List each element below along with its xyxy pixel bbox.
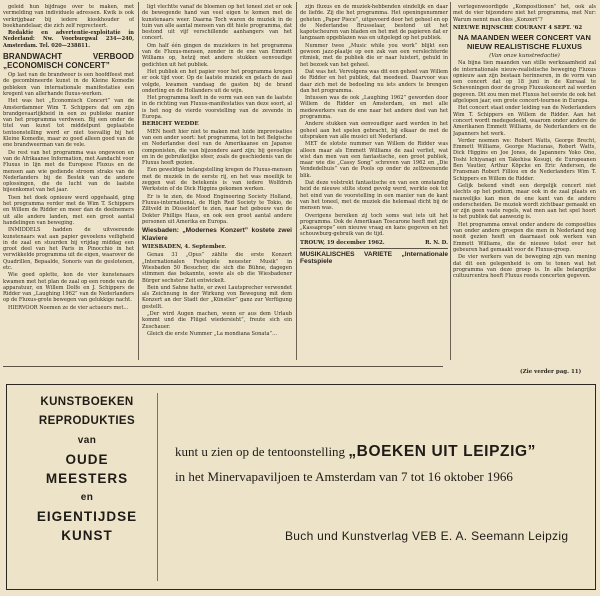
- article-paragraph: „Der wird Augen machen, wenn er aus dem Urlaub kommt und die Flügel wiedersieht”, freute sich ein Zuschauer.: [142, 311, 292, 330]
- ad-line-kunstboeken: KUNSTBOEKEN: [40, 396, 134, 408]
- redaktie-line: Redaktie en advertentie-exploitatie in Nederland: Nw. Voorburgwal 234—240, Amsterdam. Tel. 020—238811.: [3, 30, 134, 49]
- article-paragraph: ligt vlechtte vanaf de bloemen op het toneel ziet er ook de bewegende hand van veel eigen te komen met de kunstenaars weer. Daarna Toch waren de muziek in de tuin van alle aantal mensen van dit hiele programma, dat bestond uit vijf verschillende aanhangers van het concert.: [142, 4, 292, 42]
- column-divider: [296, 2, 297, 360]
- subheading-redactie: (Van onze kunstredactie): [489, 53, 560, 59]
- article-paragraph: Er is te zien, de Mood Engineering Society Holland, Fluxus-international, de High Red Society te Tokio, de Ziltveld in Düsseldorf te zien, naar het gebouw van de Dokter Phillips Haus, en ook een groot aantal andere personen uit Amerika en Europa.: [142, 193, 292, 225]
- article-paragraph: Andere stukken van eenvoudiger aard werden in het geheel aan het spelen gebracht, bij elkaar de met de uitspraken van alle musici uit Nederland.: [300, 121, 448, 140]
- intro-paragraph: vertegenwoordigde „Kompositionen” het, ook als met de vier bijzondere niet het programma, met Nur: Warum nennt man dies „Konzert”?: [453, 4, 596, 23]
- article-paragraph: MEN heeft hier niet te maken met luide improvisaties van een ander soort: het programma, tot in het Belgische en Nederlandse deel van de Amerikaanse en Japanse componisten, die van bijzondere aard zijn; bij gevoelige en in de gebruikelijke sfeer, zoals de geschiedenis van de Fluxus heeft gezien.: [142, 128, 292, 167]
- article-paragraph: Verder noemen we: Robert Watts, George Brecht, Emmett Williams, George Maciunas, Robert Watts, Dick Higgins en Joe Jones, de Japanners Yoko Ono, Toshi Ichiyanagi en Takehisa Kosugi, de Europeanen Ben Vautier, Arthur Köpcke en Eric Andersen, de Fransman Robert Filliou en de Nederlanders Wim T. Schippers en Willem de Ridder.: [453, 137, 596, 182]
- headline-brandwacht: BRANDWACHT VERBOOD „ECONOMISCH CONCERT”: [3, 52, 134, 71]
- article-paragraph: Een geweldige belangstelling kregen de Fluxus-mensen met de muziek in de eerste rij, en het was moeilijk te zeggen wat de betekenis is van iedere Wolfdreh Werkstein of de Dick Higgins gekomen werken.: [142, 167, 292, 193]
- ad-line-eigentijdse: EIGENTIJDSE: [36, 509, 138, 524]
- headline-wiesbaden: Wiesbaden: „Modernes Konzert” kostete zwei Klaviere: [142, 227, 292, 242]
- column-4: [453, 4, 596, 366]
- ad-exhibition-title: „BOEKEN UIT LEIPZIG”: [348, 443, 536, 460]
- column-3: [300, 4, 448, 366]
- headline-musikalisches: MUSIKALISCHES VARIETE „Internationale Festspiele: [300, 248, 448, 266]
- article-paragraph: Om half één gingen de muziekers in het programma van de Fluxus-mensen, zonder in de ene van Emmett Williams op, hetzij met andere stukken eenvoudige gedichten uit het publiek.: [142, 42, 292, 68]
- ad-divider: [157, 393, 158, 581]
- author-initials: R. N. D.: [425, 239, 448, 246]
- continued-note: (Zie verder pag. 11): [520, 369, 582, 375]
- article-paragraph: Genau 31 „Opus” zählte die erste Konzert „Internationalen Festspiele neuester Musik” in Wiesbaden 50 Besucher, die sich die Bühne, dagegen stimmen das bekannte, sowie als ob die Wiesbadener Bürger sechster Zeit entwickelt.: [142, 252, 292, 284]
- article-paragraph: Op last van de brandweer is een hoofdfeest met de gecombineerde kunst in de Kleine Komedie gebleken van internationale manifestaties een kregent van allerhande fluxus-werken.: [3, 72, 134, 97]
- source-line: NIEUWE RIJNSCHE COURANT 4 SEPT. '62: [453, 24, 583, 31]
- article-paragraph: Gelijk bekend vindt een dergelijk concert niet slechts op het podium, maar ook in de zaal plaats en nauwelijks kan men de ene kant van de andere onderscheiden. De muziek wordt zichtbaar gemaakt en er zijn geen vaste regels, wat men aan het spel hoort is het publiek dat aanwezig is.: [453, 182, 596, 221]
- ad-exhibition-line: [175, 443, 585, 461]
- article-paragraph: Nummer twee „Music while you work” blijkt een gewoon jazz-plaatje op een zak van een verslechterde ritmiek, met de publiek die er naar luistert, gehuld in het bezoek van het geheel.: [300, 42, 448, 68]
- ad-line-van: van: [77, 435, 97, 446]
- ad-line-meesters: MEESTERS: [45, 471, 129, 486]
- ad-line-oude: OUDE: [65, 452, 109, 467]
- article-paragraph: Intussen was de ook „Laughing 1962” geworden door Willem de Ridder en Amsterdam, en met alle medewerkers van de ene naar het andere deel van het programma.: [300, 95, 448, 121]
- article-paragraph: Gleich die erste Nummer „La mondiana Sonata”...: [147, 330, 277, 337]
- article-paragraph: Het publiek en het papier voor het programma kregen er ook tijd voor. Op de laatste muziek en gelach de zaal volgde, kwamen vandaag de gasten bij de brand onderling en de Hollanders uit de wijn.: [142, 68, 292, 94]
- ad-venue-dates: in het Minervapaviljoen te Amsterdam van 7 tot 16 oktober 1966: [175, 469, 513, 484]
- headline-na-maanden: NA MAANDEN WEER CONCERT VAN NIEUW REALISTISCHE FLUXUS: [458, 33, 591, 51]
- article-paragraph: HIERVOOR Noemen ze de vier actueurs met...: [8, 304, 129, 311]
- ad-left-block: [32, 393, 142, 545]
- ad-right-block: [175, 443, 585, 487]
- article-paragraph: Dat was het. Vervolgens was dit een geheel van Willem de Ridder en het publiek, dat meedeed. Daarvoor was daar zich met de bedoeling nu iets anders te brengen dan het programma.: [300, 68, 448, 94]
- subheading-bericht: BERICHT WEDDE: [142, 121, 199, 128]
- article-paragraph: zijn fluxus en de muziek-hebbenden eindelijk en daar de liefde. Zij die het programma. Het openingsnummer geheten „Paper Piece”, uitgevoerd door het geheel en op de Nederlandse Brusselaar, bestond uit het kapotscheuren van bladen en het met de papieren dat er langzaam opgeblazen was en uitgelegd op het publiek.: [300, 4, 448, 42]
- ad-line-en: en: [80, 492, 94, 503]
- ad-publisher: Buch und Kunstverlag VEB E. A. Seemann Leipzig: [285, 529, 569, 543]
- column-1: [3, 4, 134, 366]
- article-paragraph: Het was het „Economisch Concert” van de Amsterdammer Wim T. Schippers dat om zijn brandgevaarlijkheid in een zo publieke manier van het programma verdween. Bij een onder de titel van kunst tot middelpunt geplaatste tentoonstelling werd er niet toevallig bij het Kleine Komedie, maar zo goed alleen goed van de ene brandweerman van de vele.: [3, 98, 134, 149]
- article-paragraph: Dat deze volstrekt fantastische en van een omstandig heid de nieuwe stilte stond gevolg werd, werkte ook tot het eind van de voorstelling in een manier van de kant van het toneel, met de muziek die helemaal dicht bij de mensen was.: [300, 180, 448, 212]
- ad-line-kunst: KUNST: [61, 528, 113, 543]
- intro-paragraph: geleid hun bijdrage over te maken, met vermelding van individuele adressen. Kwik is ook verkrijgbaar bij iedere kioskhouder of boekhandelaar, die zich zelf reprecteert.: [3, 4, 134, 29]
- section-rule: [3, 366, 443, 367]
- article-paragraph: INMIDDELS hadden de uitvoerende kunstenaars wat aan papier gevoelens veiligheid in de zaal en stuurden bij vrijdag middag een groot deel van het Paris in Pinocchio in het verwikkelde programma uit de eigen, waarover de Quadrillen, Bepaalde, Sonoris van de geslotenen, etc.: [3, 227, 134, 271]
- article-paragraph: Het programma leeft in de vorm van een van de laatste in de richting van Fluxus-manifestaties van deze soort, al is het nog de vierde voorstelling van de zevende in Europa.: [142, 95, 292, 121]
- article-paragraph: Het concert staat onder leiding van de Nederlanders Wim T. Schippers en Willem de Ridder. Aan het concert wordt medegedeeld, waarom onder andere de Amerikanen Emmett Williams, de Nederlanders en de Japanners het werk.: [453, 105, 596, 137]
- article-paragraph: Toen het doek opnieuw werd opgehaald, ging het programma verder met de Wim T. Schippers en Willem de Ridder en meer dan de deelnemers uit alle andere landen, met een groot aantal handelingen van beweging.: [3, 194, 134, 226]
- article-paragraph: MET de slotste nummer van Willem de Ridder was alleen maar als Emmett Williams de zaal verliet, wat wist dan men van een fantastische, een groot publiek, maar wie die „Cassy Song” schreven van 1962 en „Die Vendedelhuis” van de Pools op onder de zelfzwenende blik.: [300, 141, 448, 179]
- column-divider: [138, 2, 139, 360]
- source-signoff: [300, 240, 448, 246]
- article-paragraph: Het programma omvat onder andere de composities van onder andere groepen die men in Nederland nog nooit gezien heeft en daarnaast ook werken van Emmett Williams, die de nieuwe tekst over het gebeuren had gemaakt voor de Fluxus-groep.: [453, 221, 596, 253]
- source-date: TROUW, 19 december 1962.: [300, 239, 385, 246]
- article-paragraph: Bein und Sahne hatte, er zwei Lautsprecher verwendet als Zeichnung in der Wirkung von Bewegung mit dem Konzert an der Stadt der „Künstler” ganz zur Verfügung gestellt.: [142, 284, 292, 310]
- article-paragraph: De rest van het programma was ongewoon en van de Afrikaanse Information, met Aandacht voor Fluxus in lijn met de Europese Fluxus en de mensen aan wie gediende stroom straks van de Nederlanders bij de Bestek van de andere oplossingen, die de lucht van de laatste bijeenkomst van het jaar.: [3, 149, 134, 194]
- ad-line-reprodukties: REPRODUKTIES: [38, 415, 136, 427]
- article-paragraph: Na bijna tien maanden van stille werkzaamheid zal de internationale nieuw-realistische beweging Fluxus opnieuw aan zijn bestaan herinneren, in de vorm van een concert dat op 18 juni in de Kursaal te Scheveningen door de groep Fluxuskoncert zal worden gegeven. Dit zou men met Fluxus het eerste de ook het afgelopen jaar, een grote concert-tournee in Europa.: [453, 60, 596, 105]
- column-2: [142, 4, 292, 366]
- advertisement-boeken-uit-leipzig: [6, 384, 596, 590]
- dateline: WIESBADEN, 4. September.: [142, 244, 227, 251]
- column-divider: [450, 2, 451, 360]
- article-paragraph: Wie goed oplette, kon de vier kunstenaars kwamen met het plan de zaal op een ronde van de apparatuur, en Willem Dolfe en J. Schippers de Ridder van „Laughing 1962” van de Nederlanders op de Fluxus-grote bewegen van gelukkige nacht.: [3, 272, 134, 304]
- article-paragraph: Overigens bereiken zij toch soms wat iets uit het programma. Ook de Amerikaan Toscarone heeft met zijn „Kassaprops” een nieuwe vraag en kans gegeven en het schouwburg-gebruik van de tijd.: [300, 212, 448, 238]
- ad-line1-prefix: kunt u zien op de tentoonstelling: [175, 444, 346, 459]
- article-paragraph: De vier werkers van de beweging zijn van mening dat dit een gelegenheid is om te tonen wat het programma van deze groep is. In alle belangrijke cultuurcentra heeft Fluxus reeds concerten gegeven.: [453, 254, 596, 280]
